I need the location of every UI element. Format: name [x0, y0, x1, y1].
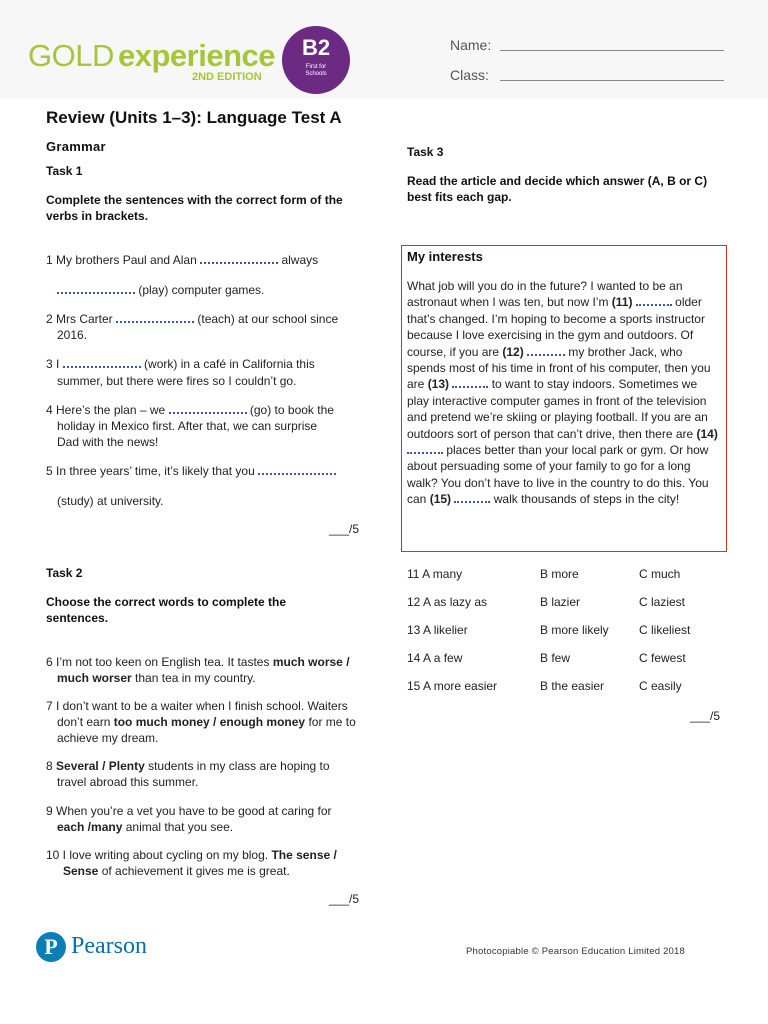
name-field[interactable] [500, 50, 724, 51]
q3-text-b: (work) in a café in California this [144, 357, 315, 371]
q8-text-end: travel abroad this summer. [57, 775, 199, 789]
option-15-c[interactable]: C easily [639, 679, 682, 693]
option-14-c[interactable]: C fewest [639, 651, 686, 665]
q6-options[interactable]: worse / much worser [57, 655, 350, 685]
class-label: Class: [450, 67, 489, 83]
question-7 [46, 698, 357, 746]
option-12-b[interactable]: B lazier [540, 595, 581, 609]
question-8 [46, 758, 357, 790]
article-body [407, 278, 721, 508]
q7-text: 7 I don’t want to be a waiter when I finish school. [46, 699, 305, 713]
task2-score: ___/5 [329, 892, 360, 906]
option-11-a[interactable]: 11 A many [407, 567, 463, 581]
q10-options[interactable]: The sense / [271, 848, 337, 862]
class-field[interactable] [500, 80, 724, 81]
q1-gap[interactable] [200, 253, 278, 264]
logo-gold-text: GOLD [28, 38, 114, 73]
q7-options[interactable]: too much money / enough [113, 715, 264, 729]
q3-text: 3 I [46, 357, 60, 371]
gap-number-12: (12) [502, 344, 524, 359]
question-3 [46, 356, 315, 372]
section-heading: Grammar [46, 139, 106, 154]
q1-gap-2[interactable] [57, 283, 135, 294]
question-1-cont [57, 282, 264, 298]
question-5 [46, 463, 336, 479]
gap-number-15: (15) [429, 492, 452, 507]
q7-text-end: for me to achieve my dream. [57, 715, 356, 745]
q3-text-c: summer, but there were fires so I couldn’t go. [57, 374, 297, 388]
question-10 [46, 847, 363, 879]
q4-text: 4 Here’s the plan – we [46, 403, 166, 417]
level-badge [282, 26, 350, 94]
article-text-3: my brother Jack, who spends most of his time in front of his computer, then you are [407, 344, 711, 392]
option-13-b[interactable]: B more likely [540, 623, 609, 637]
article-gap-11[interactable] [636, 295, 672, 306]
option-12-a[interactable]: 12 A as lazy as [407, 595, 488, 609]
gap-number-13: (13) [427, 377, 450, 392]
q6-text: 6 I’m not too keen on English tea. It tastes [46, 655, 270, 669]
q10-text: 10 I love writing about cycling on my blog. [46, 848, 269, 862]
article-text-1: What job will you do in the future? I wanted to be an astronaut when I was ten, but now I’m [407, 279, 683, 310]
article-title: My interests [407, 249, 483, 264]
q1-text-c: (play) computer games. [138, 283, 265, 297]
option-15-b[interactable]: B the easier [540, 679, 605, 693]
q8-options[interactable]: Several / Plenty [56, 759, 145, 773]
logo-experience-text: experience [118, 38, 275, 73]
q9-text: 9 When you’re a vet you have to be good at caring for [46, 804, 332, 818]
article-text-6: walk thousands of steps in the city! [493, 492, 680, 507]
q2-gap[interactable] [116, 312, 194, 323]
q5-text-b: (study) at university. [57, 494, 164, 508]
question-4 [46, 402, 334, 418]
option-13-c[interactable]: C likeliest [639, 623, 691, 637]
option-11-b[interactable]: B more [540, 567, 579, 581]
q2-text-b: (teach) at our school since [197, 312, 339, 326]
q9-text-end: animal that you see. [125, 820, 234, 834]
article-text-4: to want to stay indoors. Sometimes we play interactive computer games in front of the television and pretend we’re skiing or playing football. If you are an outdoors sort of person that can’t drive, then there are [407, 377, 708, 441]
option-15-a[interactable]: 15 A more easier [407, 679, 498, 693]
task2-heading: Task 2 [46, 566, 83, 580]
q2-text-c: 2016. [57, 328, 88, 342]
q1-text: 1 My brothers Paul and Alan [46, 253, 197, 267]
task2-instruction: Choose the correct words to complete the sentences. [46, 595, 287, 625]
gap-number-11: (11) [611, 295, 633, 310]
option-11-c[interactable]: C much [639, 567, 681, 581]
q7-options-b[interactable]: money [266, 715, 306, 729]
q10-text-end: of achievement it gives me is great. [101, 864, 290, 878]
logo-edition-text: 2ND EDITION [192, 71, 262, 83]
q6-option-a[interactable]: much [272, 655, 305, 669]
q6-text-end: than tea in my country. [135, 671, 256, 685]
article-gap-14[interactable] [407, 443, 443, 454]
task1-score: ___/5 [329, 522, 360, 536]
pearson-logo-icon [36, 932, 66, 962]
q4-text-d: Dad with the news! [57, 435, 159, 449]
article-text-5: places better than your local park or gym. Or how about persuading some of your family to go for a long walk? You don’t have to live in the country to do this. You can [407, 443, 709, 507]
question-9 [46, 803, 357, 835]
q5-text: 5 In three years’ time, it’s likely that you [46, 464, 255, 478]
article-gap-12[interactable] [527, 345, 565, 356]
option-13-a[interactable]: 13 A likelier [407, 623, 468, 637]
q8-text: students in my class are hoping to [148, 759, 330, 773]
option-14-b[interactable]: B few [540, 651, 571, 665]
q8-number: 8 [46, 759, 53, 773]
q4-gap[interactable] [169, 403, 247, 414]
badge-subtitle: First for Schools [305, 64, 327, 77]
option-12-c[interactable]: C laziest [639, 595, 686, 609]
q2-text: 2 Mrs Carter [46, 312, 113, 326]
q7-text-b: Waiters don’t earn [57, 699, 348, 729]
task1-instruction: Complete the sentences with the correct form of the verbs in brackets. [46, 193, 343, 223]
article-gap-15[interactable] [454, 492, 490, 503]
header-band [0, 0, 768, 98]
article-gap-13[interactable] [452, 377, 488, 388]
q5-gap[interactable] [258, 464, 336, 475]
name-label: Name: [450, 37, 492, 53]
badge-level: B2 [301, 35, 331, 60]
pearson-wordmark: Pearson [71, 933, 147, 959]
task3-heading: Task 3 [407, 145, 444, 159]
article-text-2: older that’s changed. I’m hoping to become a sports instructor because I love exercising in the gym and outdoors. Of course, if you are [407, 295, 705, 359]
question-1 [46, 252, 318, 268]
gap-number-14: (14) [696, 426, 718, 441]
q9-options[interactable]: each /many [57, 820, 123, 834]
question-6 [46, 654, 357, 686]
q10-options-b[interactable]: Sense [63, 864, 99, 878]
option-14-a[interactable]: 14 A a few [407, 651, 463, 665]
q4-text-c: holiday in Mexico first. After that, we can surprise [57, 419, 318, 433]
pearson-logo-letter: P [44, 934, 58, 959]
q3-gap[interactable] [63, 357, 141, 368]
task1-heading: Task 1 [46, 164, 83, 178]
q4-text-b: (go) to book the [249, 403, 334, 417]
question-2 [46, 311, 338, 327]
q1-text-b: always [281, 253, 319, 267]
task3-score: ___/5 [690, 709, 721, 723]
page-title: Review (Units 1–3): Language Test A [46, 108, 342, 127]
copyright-footer: Photocopiable © Pearson Education Limited 2018 [466, 946, 686, 957]
task3-instruction: Read the article and decide which answer (A, B or C) best fits each gap. [407, 174, 708, 204]
